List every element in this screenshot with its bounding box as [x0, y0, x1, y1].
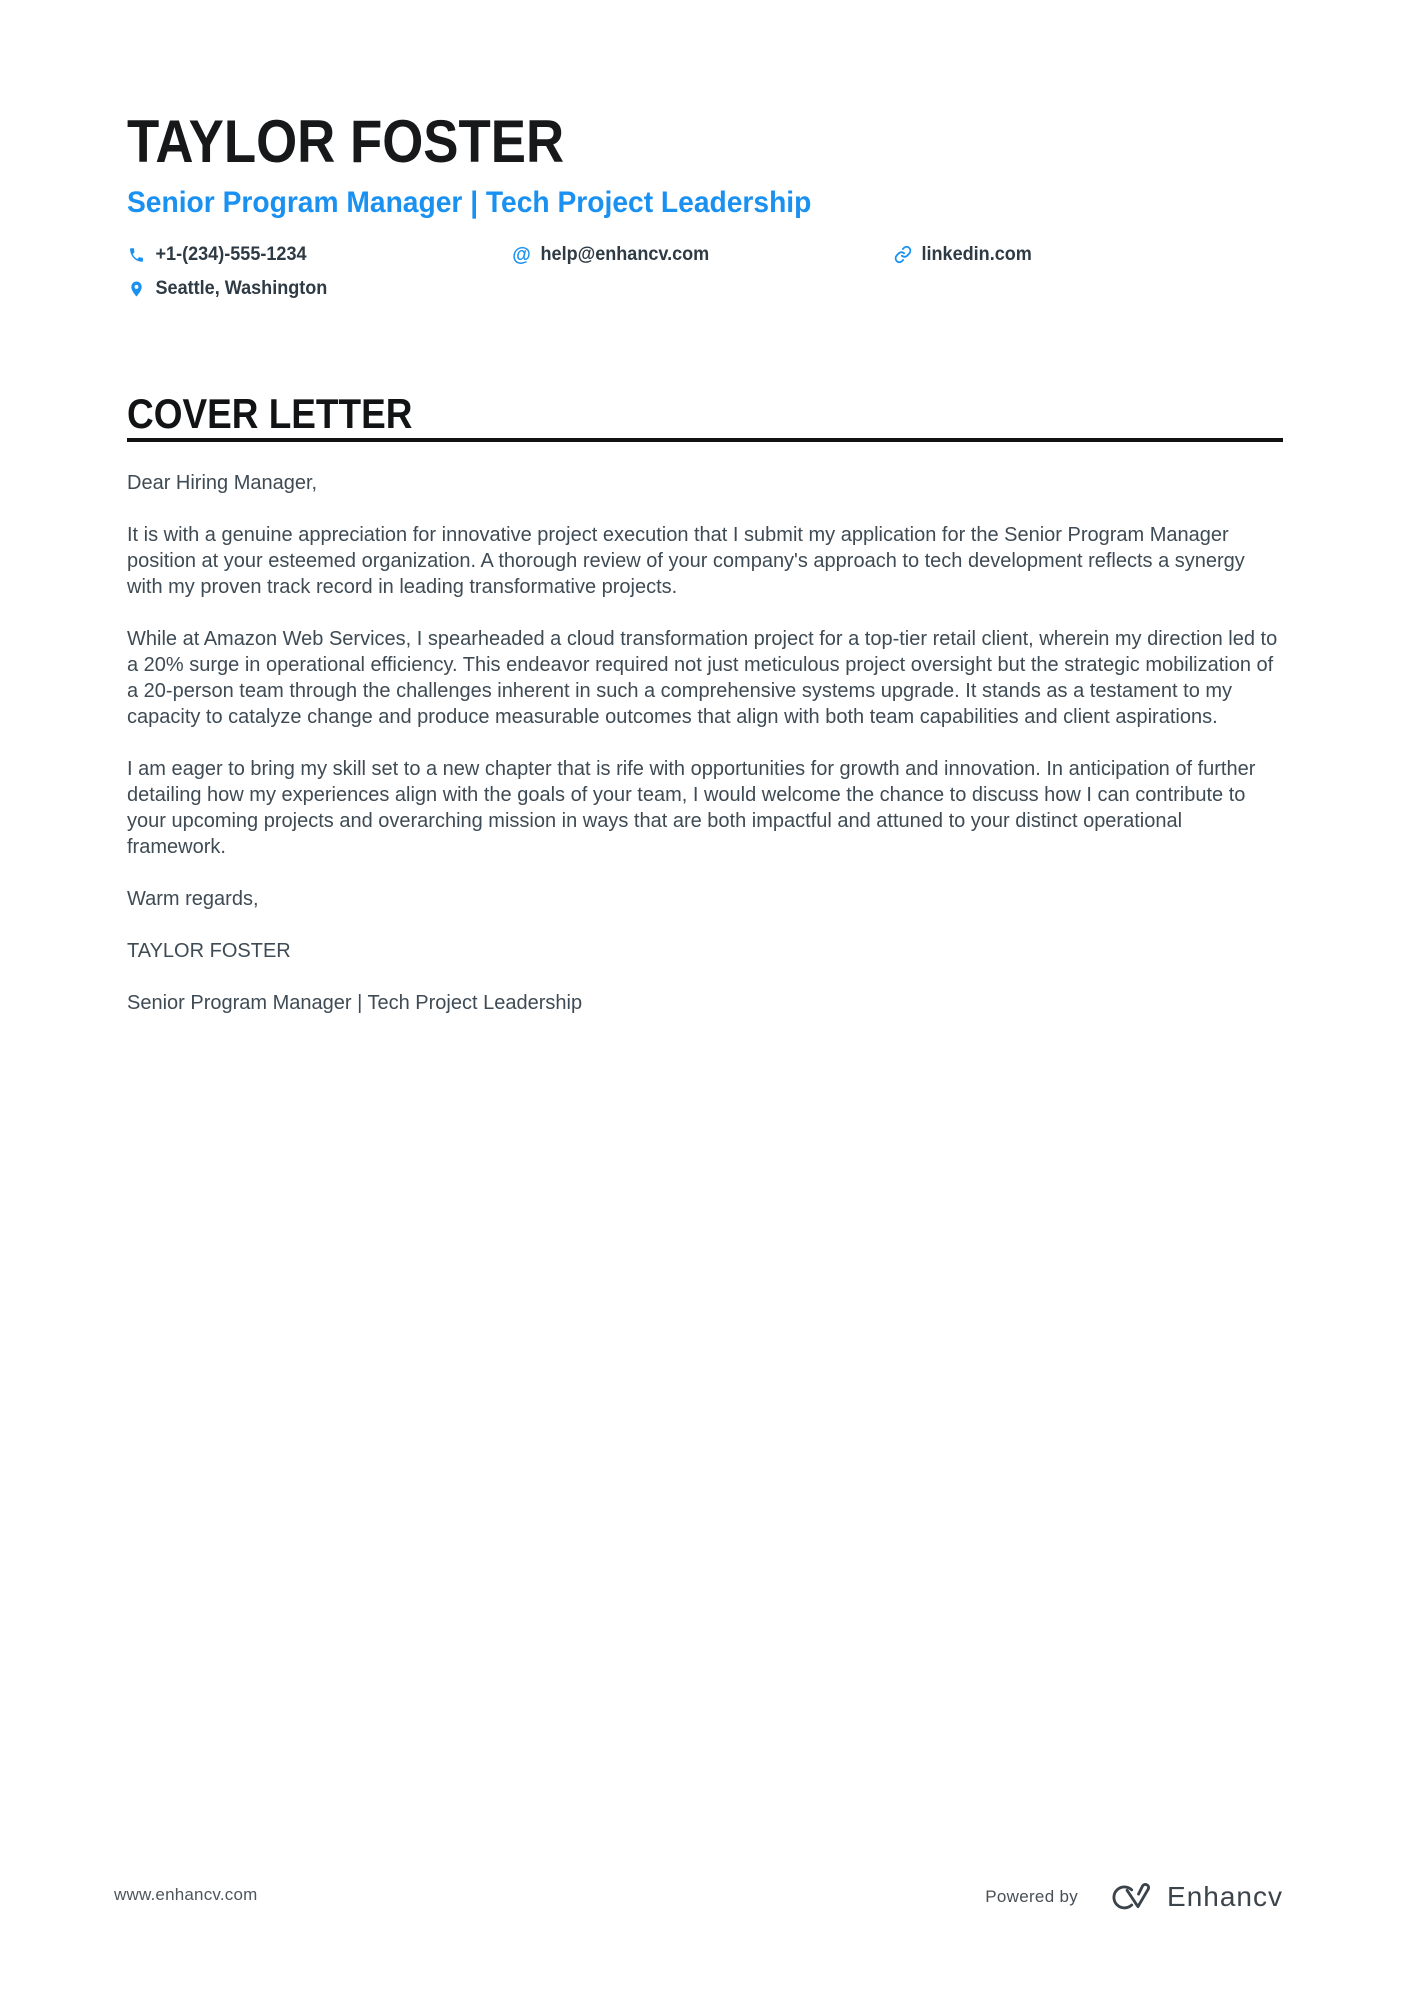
contact-phone-text: +1-(234)-555-1234: [155, 243, 307, 265]
person-name-heading: TAYLOR FOSTER: [127, 108, 565, 175]
enhancv-logo-icon: [1104, 1881, 1156, 1913]
contact-link-text[interactable]: linkedin.com: [921, 243, 1032, 265]
link-icon: [893, 245, 912, 265]
enhancv-wordmark[interactable]: Enhancv: [1167, 1881, 1283, 1912]
location-pin-icon: [127, 279, 146, 299]
contact-location-text: Seattle, Washington: [155, 277, 328, 299]
at-icon: @: [512, 243, 531, 266]
contact-phone: [127, 243, 493, 267]
letter-closing: Warm regards,: [127, 888, 259, 911]
letter-paragraph: While at Amazon Web Services, I spearheaded a cloud transformation project for a top-tier retail client, wherein my direction led to a 20% surge in operational efficiency. This endeavor required not just meticulous project oversight but the strategic mobilization of a 20-person team through the challenges inherent in such a comprehensive systems upgrade. It stands as a testament to my capacity to catalyze change and produce measurable outcomes that align with both team capabilities and client aspirations.: [127, 628, 1278, 729]
letter-salutation: Dear Hiring Manager,: [127, 472, 318, 495]
job-title-subtitle: Senior Program Manager | Tech Project Leadership: [127, 186, 812, 219]
contact-email-text[interactable]: help@enhancv.com: [540, 243, 710, 265]
powered-by-group: [985, 1881, 1283, 1913]
contact-link[interactable]: [893, 243, 1264, 267]
website-link[interactable]: www.enhancv.com: [114, 1885, 258, 1904]
powered-by-label: Powered by: [985, 1887, 1079, 1906]
letter-body: [127, 470, 1283, 1016]
letter-paragraph: I am eager to bring my skill set to a new chapter that is rife with opportunities for growth and innovation. In anticipation of further detailing how my experiences align with the goals of your team, I would welcome the chance to discuss how I can contribute to your upcoming projects and overarching mission in ways that are both impactful and attuned to your distinct operational framework.: [127, 758, 1256, 859]
signature-title: Senior Program Manager | Tech Project Leadership: [127, 992, 583, 1015]
contact-email[interactable]: [512, 243, 874, 267]
letter-paragraph: It is with a genuine appreciation for innovative project execution that I submit my application for the Senior Program Manager position at your esteemed organization. A thorough review of your company's approach to tech development reflects a synergy with my proven track record in leading transformative projects.: [127, 524, 1245, 599]
contact-info: [127, 243, 1283, 301]
signature-name: TAYLOR FOSTER: [127, 940, 291, 963]
contact-location: [127, 277, 493, 301]
phone-icon: [127, 245, 146, 265]
cover-letter-heading: COVER LETTER: [127, 393, 1283, 443]
